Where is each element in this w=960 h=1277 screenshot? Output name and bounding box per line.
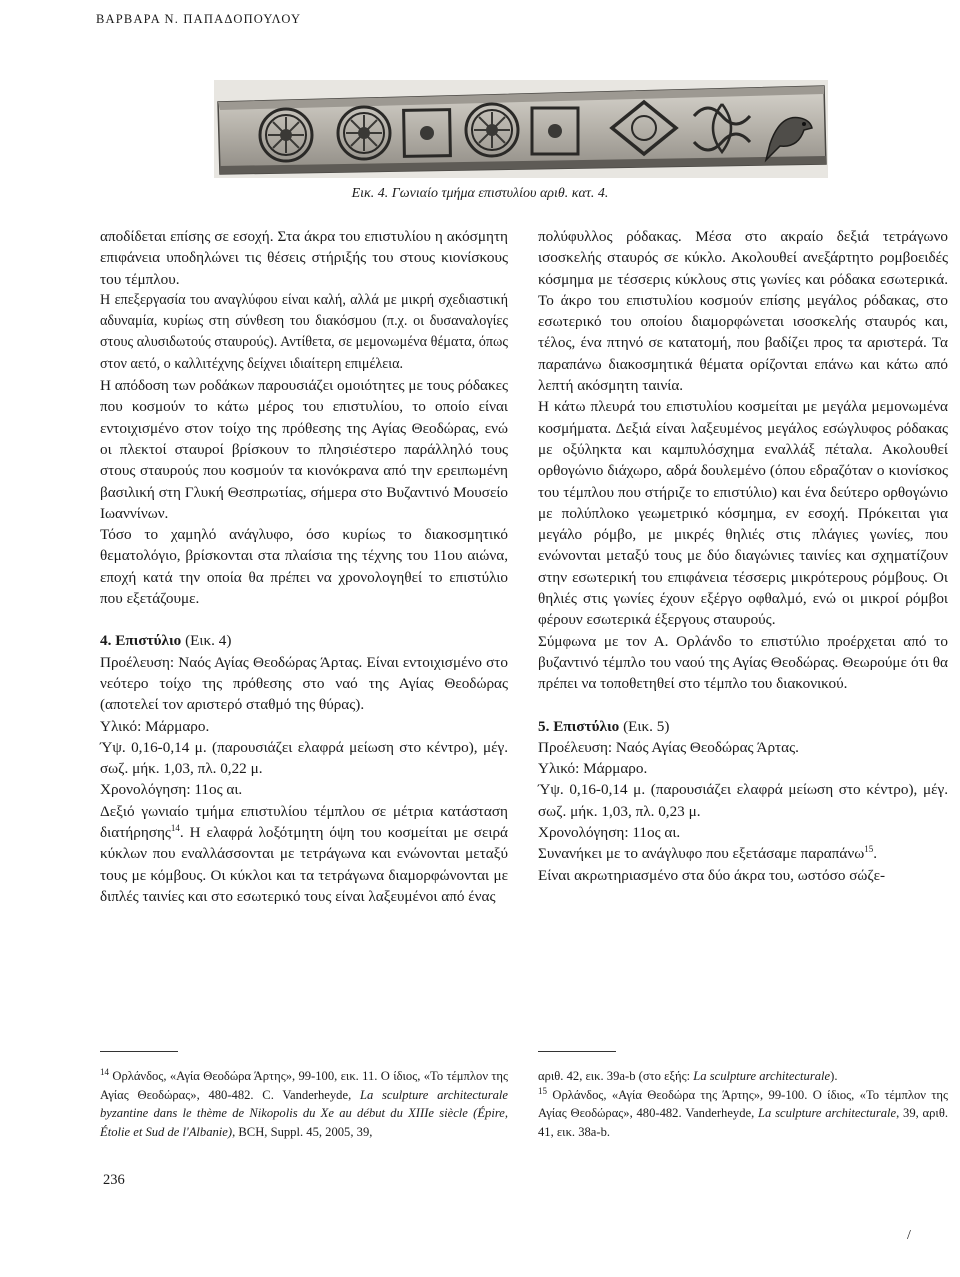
figure-caption: Εικ. 4. Γωνιαίο τμήμα επιστυλίου αριθ. κατ. 4. (351, 186, 609, 201)
right-paragraph-3: Σύμφωνα με τον Α. Ορλάνδο το επιστύλιο προέρχεται από το βυζαντινό τέμπλο του ναού της Αγίας Θεοδώρας. Θεωρούμε ότι θα πρέπει να τοποθετηθεί στο τέμπλο του διακονικού. (538, 632, 948, 693)
entry-5-related: Συνανήκει με το ανάγλυφο που εξετάσαμε παραπάνω$^{15}$. (538, 844, 878, 863)
relief-photo (214, 80, 828, 178)
footnote-ref-14: 14 (170, 822, 180, 833)
entry-5-number: 5. (538, 717, 550, 735)
entry-4-title: Επιστύλιο (115, 632, 182, 650)
right-column (538, 226, 948, 886)
entry-5-dating: Χρονολόγηση: 11ος αι. (538, 824, 681, 842)
left-paragraph-4: Τόσο το χαμηλό ανάγλυφο, όσο κυρίως το διακοσμητικό θεματολόγιο, βρίσκονται στα πλαίσια της τέχνης του 11ου αιώνα, εποχή κατά την οποία θα πρέπει να χρονολογηθεί το επιστύλιο που εξετάζουμε. (100, 526, 508, 608)
entry-4-provenance: Προέλευση: Ναός Αγίας Θεοδώρας Άρτας. Είναι εντοιχισμένο στο νεότερο τοίχο της πρόθεσης στο ναό της Αγίας Θεοδώρας (αποτελεί τον αριστερό σταθμό της θύρας). (100, 653, 508, 714)
footnote-14: $^{14}$ Ορλάνδος, «Αγία Θεοδώρα Άρτης», 99-100, εικ. 11. Ο ίδιος, «Το τέμπλον της Αγίας Θεοδώρας», 480-482. C. Vanderheyde, La sculpture architecturale byzantine dans le thème de Nikopolis du Xe au début du XIIIe siècle (Épire, Étolie et Sud de l'Albanie), BCH, Suppl. 45, 2005, 39, (100, 1066, 508, 1139)
left-column (100, 226, 508, 907)
stray-mark: / (907, 1228, 911, 1243)
entry-4-number: 4. (100, 632, 112, 650)
footnote-ref-15: 15 (864, 844, 874, 855)
footnote-14-continued: αριθ. 42, εικ. 39a-b (στο εξής: La sculpture architecturale). (538, 1069, 838, 1083)
entry-4-dimensions: Ύψ. 0,16-0,14 μ. (παρουσιάζει ελαφρά μείωση στο κέντρο), μέγ. σωζ. μήκ. 1,03, πλ. 0,22 μ. (100, 738, 508, 778)
right-paragraph-2: Η κάτω πλευρά του επιστυλίου κοσμείται με μεγάλα μεμονωμένα κοσμήματα. Δεξιά είναι λαξευμένος μεγάλος εσώγλυφος ρόδακας με οξύληκτα και καμπυλόσχημα εναλλάξ πέταλα. Ακολουθεί ορθογώνιο διάχωρο, αδρά δουλεμένο (όπου εδραζόταν ο κιονίσκος του τέμπλου που στήριζε το επιστύλιο) και ένα δεύτερο ορθογώνιο με πολύπλοκο γεωμετρικό κόσμημα, εν εσοχή. Πρόκειται για μεγάλο ρόμβο, με μικρές θηλιές στις πλάγιες γωνίες, που ενώνονται μεταξύ τους με δύο διαγώνιες ταινίες και σχηματίζουν στην εσωτερική του επιφάνεια τέσσερις μικρότερους ρόμβους. Οι θηλιές στις γωνίες έχουν εξέργο οφθαλμό, ενώ οι μικροί ρόμβοι φέρουν εσωτερικά έξεργους σταυρούς. (538, 398, 948, 629)
footnotes-right (538, 1067, 948, 1141)
right-paragraph-1: πολύφυλλος ρόδακας. Μέσα στο ακραίο δεξιά τετράγωνο ισοσκελής σταυρός σε κύκλο. Ακολουθεί ανεξάρτητο ρομβοειδές κόσμημα με τέσσερις κύκλους στις γωνίες και ρόδακα εσωτερικά. Το άκρο του επιστυλίου κοσμούν επίσης μεγάλος ρόδακας, στο εσωτερικό του οποίου διαμορφώνεται ισοσκελής σταυρός και, τέλος, ένα πτηνό σε κατατομή, που βαδίζει προς τα αριστερά. Τα παραπάνω διακοσμητικά θέματα ορίζονται επάνω και κάτω από λεπτή ακόσμητη ταινία. (538, 228, 948, 395)
left-paragraph-3: Η απόδοση των ροδάκων παρουσιάζει ομοιότητες με τους ρόδακες που κοσμούν το κάτω μέρος του επιστυλίου, το οποίο είναι εντοιχισμένο στον τοίχο της πρόθεσης της Αγίας Θεοδώρας, ενώ οι πλεκτοί σταυροί βρίσκουν το πλησιέστερο παράλληλό τους στους σταυρούς που κοσμούν τα κιονόκρανα από την ερειπωμένη βασιλική στη Γλυκή Θεσπρωτίας, σήμερα στο Βυζαντινό Μουσείο Ιωαννίνων. (100, 377, 509, 522)
entry-5-dimensions: Ύψ. 0,16-0,14 μ. (παρουσιάζει ελαφρά μείωση στο κέντρο), μέγ. σωζ. μήκ. 1,03, πλ. 0,23 μ. (538, 781, 948, 820)
running-head: ΒΑΡΒΑΡΑ Ν. ΠΑΠΑΔΟΠΟΥΛΟΥ (96, 12, 302, 26)
left-paragraph-2: Η επεξεργασία του αναγλύφου είναι καλή, αλλά με μικρή σχεδιαστική αδυναμία, κυρίως στη σύνθεση του διακόσμου (π.χ. οι δυσαναλογίες στους αλυσιδωτούς σταυρούς). Αντίθετα, σε μεμονωμένα θέματα, όπως στον αετό, ο καλλιτέχνης δείχνει ιδιαίτερη επιμέλεια. (100, 291, 508, 372)
entry-4-dating: Χρονολόγηση: 11ος αι. (100, 781, 243, 799)
page-number: 236 (103, 1172, 125, 1188)
entry-4-figure-ref: (Εικ. 4) (185, 632, 232, 650)
footnotes-left (100, 1067, 508, 1141)
entry-5-heading (538, 716, 948, 737)
left-paragraph-1: αποδίδεται επίσης σε εσοχή. Στα άκρα του επιστυλίου η ακόσμητη επιφάνεια υποδηλώνει τις θέσεις στήριξής του στους κιονίσκους του τέμπλου. (100, 228, 508, 288)
footnote-rule-left (100, 1051, 178, 1052)
entry-4-material: Υλικό: Μάρμαρο. (100, 717, 210, 735)
entry-5-title: Επιστύλιο (553, 717, 620, 735)
entry-5-description: Είναι ακρωτηριασμένο στα δύο άκρα του, ωστόσο σώζε- (538, 866, 886, 884)
entry-4-description: Δεξιό γωνιαίο τμήμα επιστυλίου τέμπλου σε μέτρια κατάσταση διατήρησης$^{14}$. Η ελαφρά λοξότμητη όψη του κοσμείται με σειρά κύκλων που εναλλάσσονται με τετράγωνα και ενώνονται μεταξύ τους με κόμβους. Οι κύκλοι και τα τετράγωνα διαμορφώνονται με διπλές ταινίες και στο εσωτερικό τους είναι λαξευμένοι από ένας (100, 802, 508, 905)
footnote-15: $^{15}$ Ορλάνδος, «Αγία Θεοδώρα της Άρτης», 99-100. Ο ίδιος, «Το τέμπλον της Αγίας Θεοδώρας», 480-482. Vanderheyde, La sculpture architecturale, 39, αριθ. 41, εικ. 38a-b. (538, 1085, 948, 1139)
footnote-rule-right (538, 1051, 616, 1052)
entry-5-figure-ref: (Εικ. 5) (623, 717, 670, 735)
entry-5-provenance: Προέλευση: Ναός Αγίας Θεοδώρας Άρτας. (538, 738, 799, 756)
entry-5-material: Υλικό: Μάρμαρο. (538, 760, 648, 778)
entry-4-heading (100, 630, 508, 651)
